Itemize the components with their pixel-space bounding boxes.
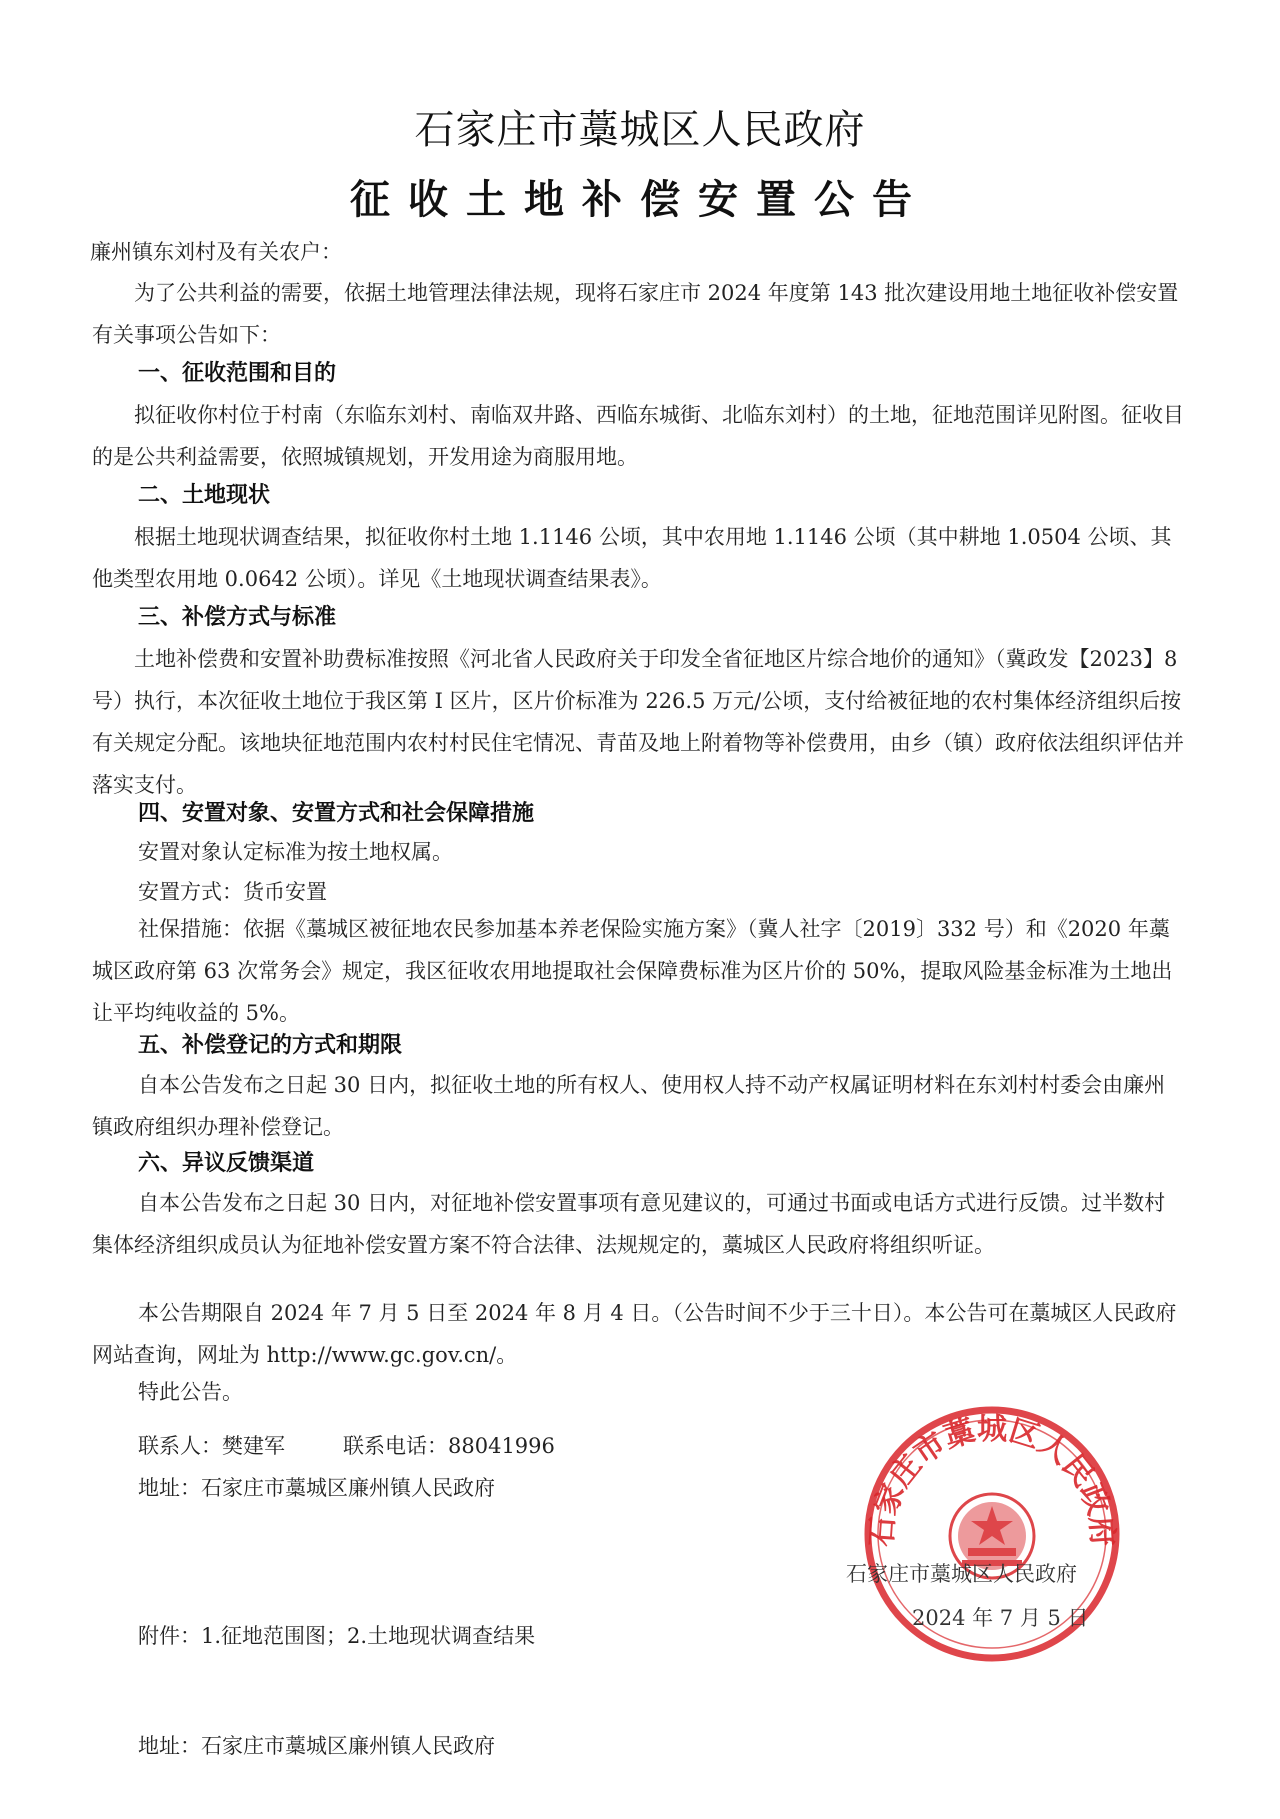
section-3-heading: 三、补偿方式与标准: [138, 605, 337, 630]
contact-person: 联系人：樊建军: [138, 1434, 285, 1458]
section-2-heading: 二、土地现状: [138, 483, 271, 508]
intro-paragraph: 为了公共利益的需要，依据土地管理法律法规，现将石家庄市 2024 年度第 143 批次建设用地土地征收补偿安置有关事项公告如下：: [92, 281, 1179, 347]
section-4-line-2: 安置方式：货币安置: [138, 880, 327, 904]
footer-address: 地址：石家庄市藁城区廉州镇人民政府: [138, 1734, 495, 1758]
section-4-line-1: 安置对象认定标准为按土地权属。: [138, 840, 453, 864]
attachments: 附件：1.征地范围图；2.土地现状调查结果: [138, 1624, 536, 1648]
document-title: 石家庄市藁城区人民政府: [414, 107, 866, 153]
announcement-period: 本公告期限自 2024 年 7 月 5 日至 2024 年 8 月 4 日。（公告时间不少于三十日）。本公告可在藁城区人民政府网站查询，网址为 http://www.gc.gov.cn/。: [92, 1301, 1177, 1367]
contact-phone: 联系电话：88041996: [343, 1434, 555, 1458]
section-5-paragraph: 自本公告发布之日起 30 日内，拟征收土地的所有权人、使用权人持不动产权属证明材料在东刘村村委会由廉州镇政府组织办理补偿登记。: [92, 1073, 1166, 1139]
salutation: 廉州镇东刘村及有关农户：: [90, 240, 342, 264]
section-4-heading: 四、安置对象、安置方式和社会保障措施: [138, 801, 535, 826]
seal-text: 石家庄市藁城区人民政府: [864, 1411, 1120, 1548]
contact-line: [138, 1432, 613, 1460]
contact-address: 地址：石家庄市藁城区廉州镇人民政府: [138, 1476, 495, 1500]
signature-org: 石家庄市藁城区人民政府: [846, 1562, 1077, 1586]
document-subtitle: 征收土地补偿安置公告: [350, 177, 930, 223]
section-1-heading: 一、征收范围和目的: [138, 361, 337, 386]
closing-text: 特此公告。: [138, 1380, 243, 1404]
section-6-paragraph: 自本公告发布之日起 30 日内，对征地补偿安置事项有意见建议的，可通过书面或电话方式进行反馈。过半数村集体经济组织成员认为征地补偿安置方案不符合法律、法规规定的，藁城区人民政府将组织听证。: [92, 1191, 1166, 1257]
section-6-heading: 六、异议反馈渠道: [138, 1151, 315, 1176]
section-3-paragraph: 土地补偿费和安置补助费标准按照《河北省人民政府关于印发全省征地区片综合地价的通知》（冀政发【2023】8 号）执行，本次征收土地位于我区第 I 区片，区片价标准为 226.5 万元/公顷，支付给被征地的农村集体经济组织后按有关规定分配。该地块征地范围内农村村民住宅情况、青苗及地上附着物等补偿费用，由乡（镇）政府依法组织评估并落实支付。: [92, 647, 1184, 797]
signature-date: 2024 年 7 月 5 日: [912, 1606, 1089, 1630]
section-2-paragraph: 根据土地现状调查结果，拟征收你村土地 1.1146 公顷，其中农用地 1.1146 公顷（其中耕地 1.0504 公顷、其他类型农用地 0.0642 公顷）。详见《土地现状调查结果表》。: [92, 525, 1172, 591]
section-5-heading: 五、补偿登记的方式和期限: [138, 1033, 403, 1058]
section-1-paragraph: 拟征收你村位于村南（东临东刘村、南临双井路、西临东城街、北临东刘村）的土地，征地范围详见附图。征收目的是公共利益需要，依照城镇规划，开发用途为商服用地。: [92, 403, 1184, 469]
section-4-paragraph-3: 社保措施：依据《藁城区被征地农民参加基本养老保险实施方案》（冀人社字〔2019〕332 号）和《2020 年藁城区政府第 63 次常务会》规定，我区征收农用地提取社会保障费标准为区片价的 50%，提取风险基金标准为土地出让平均纯收益的 5%。: [92, 917, 1173, 1025]
